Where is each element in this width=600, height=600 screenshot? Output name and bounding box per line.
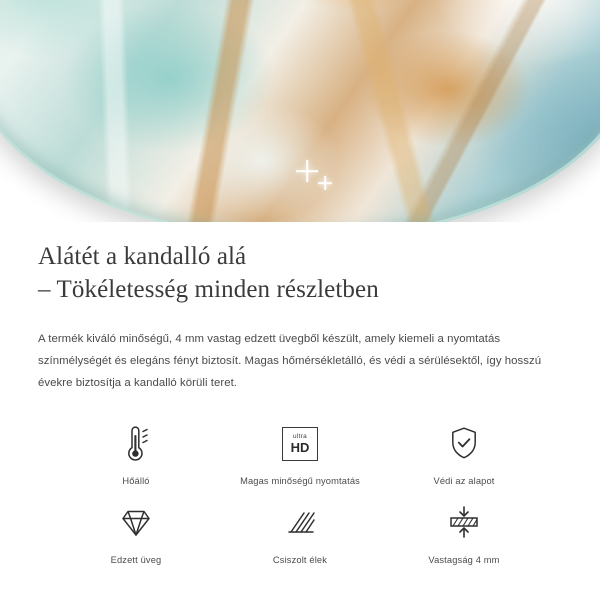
shield-check-icon bbox=[447, 421, 481, 467]
feature-label: Magas minőségű nyomtatás bbox=[240, 475, 360, 486]
page-title bbox=[38, 240, 562, 306]
feature-label: Csiszolt élek bbox=[272, 554, 328, 565]
feature-label: Hőálló bbox=[122, 475, 150, 486]
headline-line-1: Alátét a kandalló alá bbox=[38, 243, 247, 270]
feature-item-polished-edges bbox=[218, 500, 382, 565]
ultra-hd-bottom-label: HD bbox=[290, 439, 310, 455]
thermometer-icon bbox=[119, 421, 153, 467]
feature-item-surface-protection bbox=[382, 421, 546, 486]
feature-item-tempered-glass bbox=[54, 500, 218, 565]
feature-grid bbox=[38, 421, 562, 565]
polished-edges-icon bbox=[281, 500, 319, 546]
feature-label: Edzett üveg bbox=[110, 554, 162, 565]
ultra-hd-icon bbox=[282, 421, 318, 467]
ultra-hd-top-label: ultra bbox=[293, 432, 307, 440]
description-text: A termék kiváló minőségű, 4 mm vastag edzett üvegből készült, amely kiemeli a nyomtatás színmélységét és elegáns fényt biztosít. Magas hőmérsékletálló, és védi a sérülésektől, így hosszú évekre biztosítja a kandalló körüli teret. bbox=[38, 333, 542, 390]
feature-label: Védi az alapot bbox=[433, 475, 495, 486]
marble-pattern bbox=[0, 0, 600, 222]
thickness-icon bbox=[444, 500, 484, 546]
headline-line-2: – Tökéletesség minden részletben bbox=[38, 276, 379, 303]
feature-item-heat-resistant bbox=[54, 421, 218, 486]
round-glass-mat bbox=[0, 0, 600, 222]
content-block bbox=[0, 240, 600, 565]
hero-image bbox=[0, 0, 600, 222]
feature-item-print-quality bbox=[218, 421, 382, 486]
diamond-icon bbox=[117, 500, 155, 546]
feature-label: Vastagság 4 mm bbox=[428, 554, 500, 565]
feature-item-thickness bbox=[382, 500, 546, 565]
